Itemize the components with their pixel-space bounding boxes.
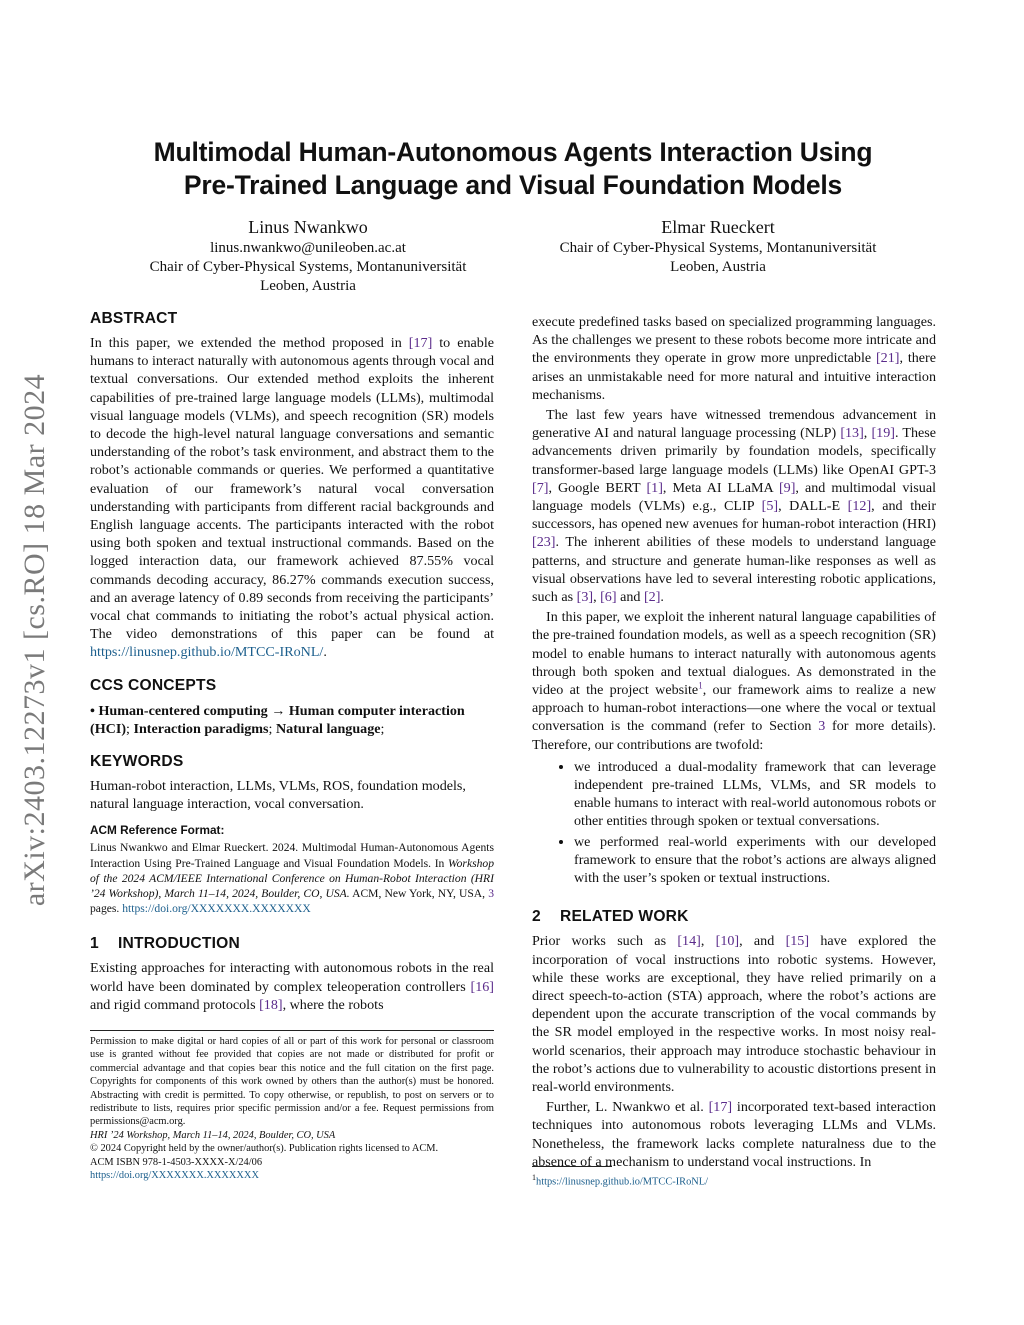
author-name-1: Linus Nwankwo — [248, 217, 368, 237]
footnote-number: 1 — [532, 1173, 536, 1182]
ccs-text — [90, 702, 494, 738]
acm-ref-doi-link[interactable]: https://doi.org/XXXXXXX.XXXXXXX — [122, 902, 311, 916]
right-para-2-text-f: , DALL-E — [778, 498, 848, 515]
right-para-2 — [532, 406, 936, 606]
right-para-2-text-g: , and their successors, has opened new avenues for human-robot interaction (HRI) — [532, 498, 937, 533]
permission-isbn: ACM ISBN 978-1-4503-XXXX-X/24/06 — [90, 1156, 263, 1168]
ccs-concept-2: Interaction paradigms — [133, 720, 269, 737]
footnote-link[interactable]: https://linusnep.github.io/MTCC-IRoNL/ — [536, 1176, 709, 1188]
separator: , and — [739, 933, 786, 950]
permission-block — [90, 1035, 494, 1182]
footnote-marker-link[interactable]: 1 — [698, 680, 703, 691]
ccs-end: ; — [380, 720, 385, 737]
citation-link[interactable]: [12] — [847, 498, 872, 515]
citation-link[interactable]: [23] — [532, 534, 556, 551]
permission-divider — [90, 1030, 494, 1031]
intro-title: INTRODUCTION — [118, 935, 240, 953]
intro-text-1: Existing approaches for interacting with autonomous robots in the real world have been dominated by complex teleoperation controllers — [90, 960, 494, 995]
abstract-end: . — [323, 644, 327, 661]
ccs-concept-3: Natural language — [275, 720, 381, 737]
arxiv-stamp-text: arXiv:2403.12273v1 [cs.RO] 18 Mar 2024 — [18, 373, 51, 907]
citation-link[interactable]: [6] — [600, 589, 617, 606]
permission-doi-link[interactable]: https://doi.org/XXXXXXX.XXXXXXX — [90, 1170, 259, 1182]
keywords-heading: KEYWORDS — [90, 753, 184, 771]
abstract-text-1: In this paper, we extended the method proposed in — [90, 335, 409, 351]
ccs-sep-1: ; — [126, 720, 134, 737]
acm-ref-authors: Linus Nwankwo and Elmar Rueckert. 2024. Multimodal Human-Autonomous Agents Interaction Using Pre-Trained Language and Visual Foundation Models. In — [90, 841, 494, 870]
related-work-para-1 — [532, 932, 936, 1096]
related-work-heading — [532, 907, 936, 927]
rw-para-2-text-b: incorporated text-based interaction techniques into autonomous robots leveraging LLMs and VLMs. Nonetheless, the framework lacks complete naturalness due to the absence of a mechanism to understand vocal instructions. In — [532, 1099, 936, 1170]
video-demo-link[interactable]: https://linusnep.github.io/MTCC-IRoNL/ — [90, 644, 324, 661]
acm-ref-text — [90, 840, 494, 916]
citation-link[interactable]: [19] — [871, 425, 895, 442]
citation-link[interactable]: [17] — [408, 335, 433, 351]
right-para-3-text-c: for more details). Therefore, our contributions are twofold: — [532, 718, 936, 753]
citation-link[interactable]: [10] — [715, 933, 740, 950]
abstract-heading: ABSTRACT — [90, 310, 178, 327]
acm-ref-publisher: ACM, New York, NY, USA, — [349, 887, 489, 901]
abstract-text-2: to enable humans to interact naturally with autonomous agents through vocal and textual conversations. Our extended method exploits the inherent capabilities of pre-trained large language models (LLMs), multimodal visual language models (VLMs), and speech recognition (SR) models to decode the high-level natural language conversations and semantic understanding of the robot’s task environment, and abstract them to the robot’s actionable commands or queries. We performed a quantitative evaluation of our framework’s natural vocal conversation understanding with participants from different racial backgrounds and English language accents. The participants interacted with the robot using both spoken and textual instructional commands. Based on the logged interaction data, our framework achieved 87.55% vocal commands decoding accuracy, 86.27% commands execution success, and an average latency of 0.89 seconds from receiving the participants’ vocal chat commands to initiating the robot’s actual physical action. The video demonstrations of this paper can be found at — [90, 335, 494, 643]
footnote-divider — [532, 1166, 612, 1167]
footnote — [532, 1171, 708, 1188]
right-para-3-text-b: , our framework aims to realize a new approach to human-robot interactions—one where the vocal or textual conversation is the command (refer to Section — [532, 682, 936, 735]
citation-link[interactable]: [7] — [532, 479, 549, 496]
right-para-2-text-e: , and multimodal visual language models (VLMs) e.g., CLIP — [532, 479, 936, 515]
right-para-2-end: . — [660, 589, 664, 606]
author-block-2 — [512, 215, 924, 277]
citation-link[interactable]: [13] — [840, 425, 864, 442]
left-column — [90, 309, 494, 1014]
right-para-3 — [532, 608, 936, 754]
permission-text: Permission to make digital or hard copies of all or part of this work for personal or classroom use is granted without fee provided that copies are not made or distributed for profit or commercial advantage and that copies bear this notice and the full citation on the first page. Copyrights for components of this work owned by others than the author(s) must be honored. Abstracting with credit is permitted. To copy otherwise, or republish, to post on servers or to redistribute to lists, requires prior specific permission and/or a fee. Request permissions from permissions@acm.org. — [90, 1036, 494, 1128]
citation-link[interactable]: [3] — [576, 589, 594, 606]
citation-link[interactable]: [21] — [875, 350, 900, 367]
citation-link[interactable]: [14] — [677, 933, 701, 950]
rw-para-1-text-b: have explored the incorporation of vocal instructions into robotic systems. However, while these works are exceptional, they have relied primarily on a direct speech-to-action (STA) approach, where the robot’s actions are dependent upon the accurate transcription of the vocal commands by the SR model employed in the respective works. In most noisy real-world scenarios, their approach may introduce stochastic behaviour in the robot’s actions due to vulnerability to acoustic distortions present in real-world environments. — [532, 933, 937, 1095]
ccs-sep-2: ; — [268, 720, 276, 737]
permission-venue: HRI ’24 Workshop, March 11–14, 2024, Boulder, CO, USA — [90, 1129, 336, 1141]
related-work-title: RELATED WORK — [560, 908, 689, 926]
list-item: • we performed real-world experiments with our developed framework to ensure that the robot’s actions are always aligned with the user’s spoken or textual instructions. — [574, 833, 936, 888]
separator: , — [700, 933, 716, 950]
ccs-heading: CCS CONCEPTS — [90, 676, 217, 694]
abstract-text — [90, 334, 494, 662]
right-para-2-text-h: . The inherent abilities of these models to understand language patterns, and structure and generate human-like responses as well as visual observations have led to several interesting robotic applications, such as — [532, 534, 936, 606]
right-para-3-text-a: In this paper, we exploit the inherent natural language capabilities of the pre-trained foundation models, as well as a speech recognition (SR) model to enable humans to interact naturally with autonomous agents through both spoken and textual dialogues. As demonstrated in the video at the project website — [532, 609, 936, 699]
separator: and — [616, 589, 644, 606]
right-para-1 — [532, 313, 936, 404]
rw-para-2-text-a: Further, L. Nwankwo et al. — [546, 1099, 709, 1116]
contributions-list — [532, 758, 936, 887]
list-item: • we introduced a dual-modality framework that can leverage independent pre-trained LLMs, VLMs, and SR models to enable humans to interact with real-world autonomous robots or other entities through spoken or textual conversations. — [574, 758, 936, 831]
acm-ref-heading: ACM Reference Format: — [90, 823, 225, 838]
author-block-1 — [100, 215, 516, 296]
right-para-1-text-b: , there arises an unmistakable need for more natural and intuitive interaction mechanisms. — [532, 350, 936, 403]
right-para-1-text-a: execute predefined tasks based on specialized programming languages. As the challenges we present to these robots become more intricate and the environments they operate in grow more unpredictable — [532, 314, 936, 367]
ccs-concept-1: • Human-centered computing → Human computer interaction (HCI) — [90, 702, 465, 737]
rw-para-1-text-a: Prior works such as — [532, 933, 678, 950]
keywords-text: Human-robot interaction, LLMs, VLMs, ROS, foundation models, natural language interaction, vocal conversation. — [90, 778, 466, 813]
intro-heading — [90, 934, 494, 954]
related-work-para-2 — [532, 1098, 936, 1171]
intro-text — [90, 959, 494, 1014]
right-para-2-text-d: , Meta AI LLaMA — [662, 479, 779, 496]
acm-ref-pages-label: pages. — [90, 902, 123, 916]
arxiv-stamp — [10, 340, 60, 940]
intro-number: 1 — [90, 935, 99, 953]
author-email-1[interactable]: linus.nwankwo@unileoben.ac.at — [210, 240, 406, 256]
author-affil-1: Chair of Cyber-Physical Systems, Montanuniversität — [149, 259, 467, 275]
related-work-number: 2 — [532, 908, 541, 926]
paper-title — [90, 136, 936, 202]
author-name-2: Elmar Rueckert — [661, 217, 775, 237]
author-affil-2: Chair of Cyber-Physical Systems, Montanuniversität — [559, 240, 877, 256]
acm-ref-pages-link[interactable]: 3 — [488, 887, 494, 901]
title-line-2: Pre-Trained Language and Visual Foundation Models — [183, 170, 843, 200]
citation-link[interactable]: [1] — [646, 479, 663, 496]
separator: , — [593, 589, 601, 606]
author-location-2: Leoben, Austria — [670, 259, 766, 275]
citation-link[interactable]: [18] — [259, 996, 283, 1013]
right-column — [532, 313, 936, 1171]
title-line-1: Multimodal Human-Autonomous Agents Interaction Using — [153, 137, 873, 167]
citation-link[interactable]: [17] — [708, 1099, 733, 1116]
right-para-2-text-b: . These advancements driven primarily by foundation models, specifically transformer-based large language models (LLMs) like OpenAI GPT-3 — [532, 425, 936, 478]
acm-ref-venue: Workshop of the 2024 ACM/IEEE International Conference on Human-Robot Interaction (HRI ’24 Workshop), March 11–14, 2024, Boulder, CO, USA. — [90, 856, 494, 901]
citation-link[interactable]: [5] — [761, 498, 779, 515]
citation-link[interactable]: [15] — [785, 933, 810, 950]
intro-text-3: , where the robots — [282, 996, 384, 1013]
intro-text-2: and rigid command protocols — [90, 996, 260, 1013]
author-location-1: Leoben, Austria — [260, 278, 356, 294]
citation-link[interactable]: [16] — [470, 978, 494, 995]
separator: , — [863, 425, 872, 442]
section-ref-link[interactable]: 3 — [818, 718, 826, 735]
citation-link[interactable]: [2] — [643, 589, 661, 606]
right-para-2-text-c: , Google BERT — [548, 479, 647, 496]
permission-copyright: © 2024 Copyright held by the owner/author(s). Publication rights licensed to ACM. — [90, 1143, 439, 1155]
citation-link[interactable]: [9] — [778, 479, 796, 496]
right-para-2-text-a: The last few years have witnessed tremendous advancement in generative AI and natural language processing (NLP) — [532, 407, 936, 442]
